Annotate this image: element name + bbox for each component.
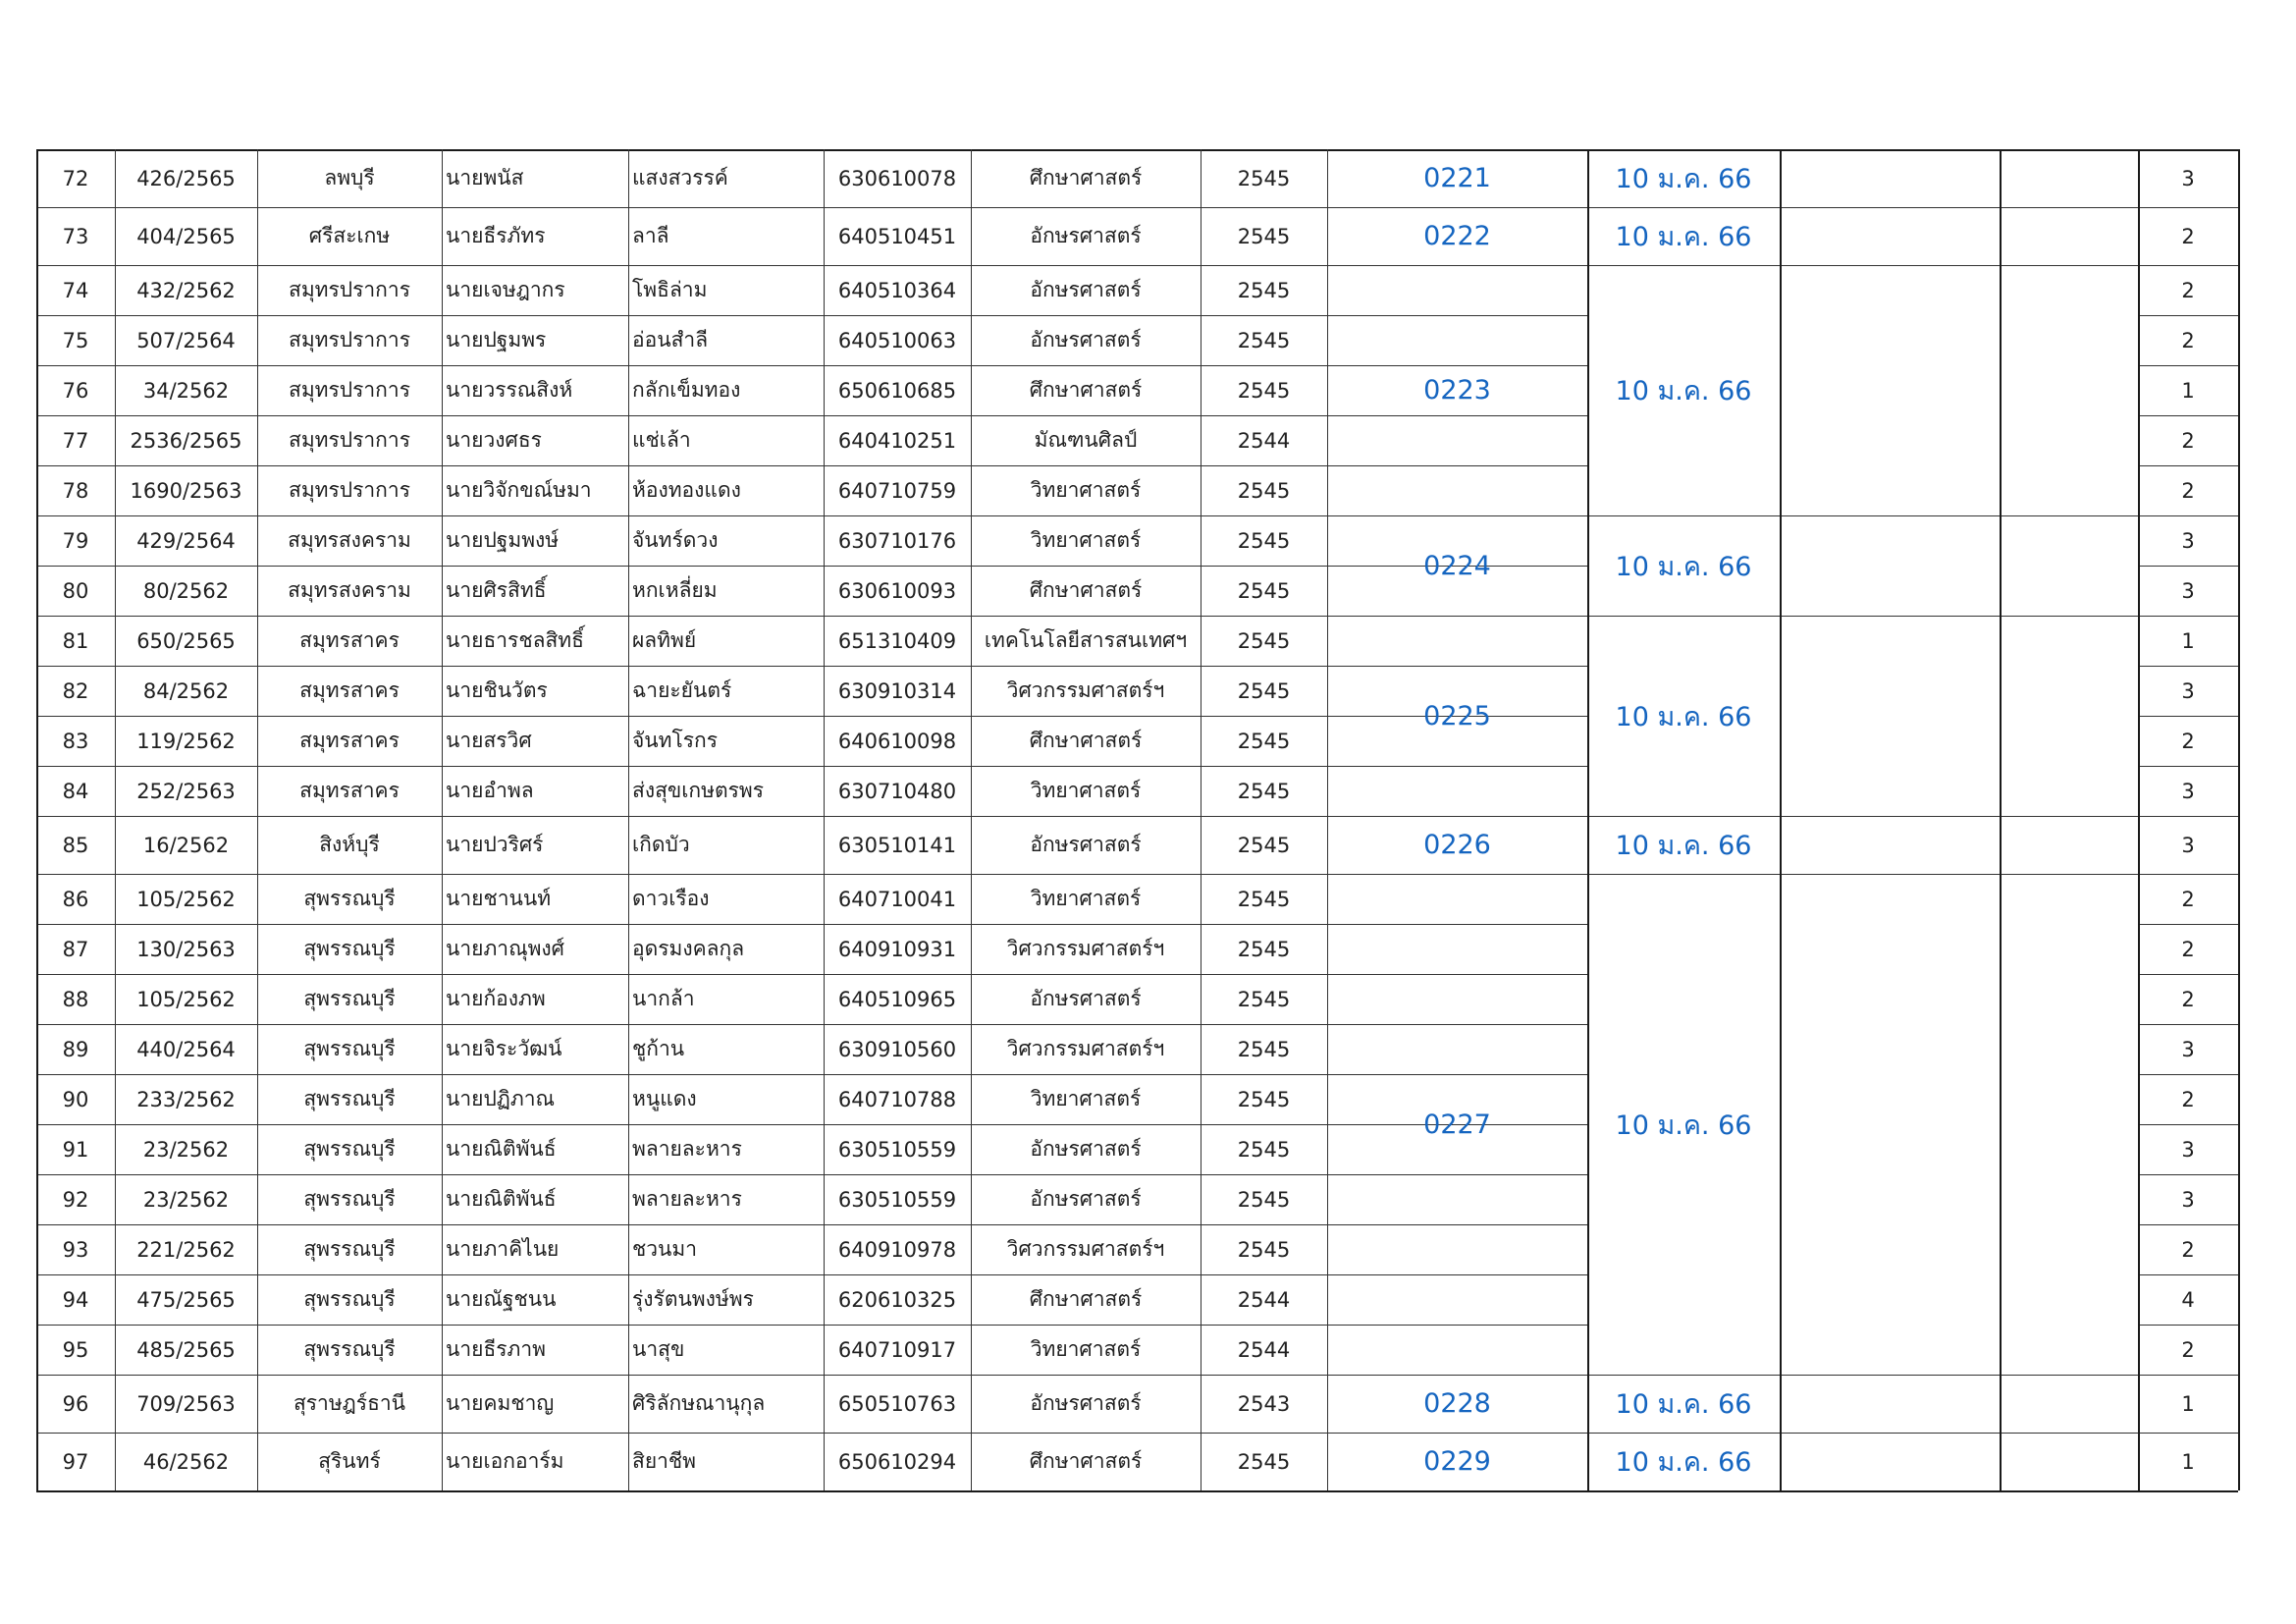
- count-cell: 2: [2181, 987, 2195, 1011]
- province-cell: สุพรรณบุรี: [303, 1287, 396, 1311]
- first-name-cell: นายอำพล: [446, 779, 534, 802]
- student-id-cell: 630510559: [837, 1187, 957, 1212]
- student-id-cell: 630910560: [837, 1037, 957, 1061]
- first-name-cell: นายพนัส: [446, 166, 524, 189]
- province-cell: สมุทรปราการ: [289, 278, 410, 301]
- last-name-cell: หกเหลี่ยม: [632, 578, 718, 602]
- faculty-cell: วิศวกรรมศาสตร์ฯ: [1006, 1237, 1165, 1261]
- student-id-cell: 630710480: [837, 779, 957, 803]
- reference-cell: 105/2562: [136, 887, 236, 911]
- faculty-cell: วิทยาศาสตร์: [1030, 1087, 1142, 1110]
- student-id-cell: 640510364: [837, 278, 957, 302]
- faculty-cell: อักษรศาสตร์: [1030, 278, 1142, 301]
- row-number-cell: 74: [62, 278, 89, 302]
- student-id-cell: 630710176: [837, 528, 957, 553]
- province-cell: สมุทรสาคร: [299, 779, 400, 802]
- count-cell: 3: [2181, 779, 2195, 803]
- row-number-cell: 95: [62, 1337, 89, 1362]
- faculty-cell: อักษรศาสตร์: [1030, 833, 1142, 856]
- count-cell: 2: [2181, 1337, 2195, 1362]
- faculty-cell: วิศวกรรมศาสตร์ฯ: [1006, 937, 1165, 960]
- province-cell: สมุทรปราการ: [289, 378, 410, 402]
- last-name-cell: ชูก้าน: [632, 1037, 685, 1060]
- row-number-cell: 81: [62, 628, 89, 653]
- first-name-cell: นายณิติพันธ์: [446, 1137, 557, 1161]
- row-number-cell: 77: [62, 428, 89, 453]
- faculty-cell: เทคโนโลยีสารสนเทศฯ: [984, 628, 1188, 652]
- province-cell: สุพรรณบุรี: [303, 1187, 396, 1211]
- first-name-cell: นายปฐมพงษ์: [446, 528, 560, 552]
- row-number-cell: 91: [62, 1137, 89, 1162]
- province-cell: สุพรรณบุรี: [303, 1337, 396, 1361]
- province-cell: สมุทรปราการ: [289, 328, 410, 352]
- row-number-cell: 80: [62, 578, 89, 603]
- reference-cell: 23/2562: [142, 1187, 230, 1212]
- row-number-cell: 72: [62, 166, 89, 190]
- group-code-cell: 0228: [1423, 1388, 1491, 1419]
- last-name-cell: พลายละหาร: [632, 1137, 742, 1161]
- province-cell: สุพรรณบุรี: [303, 1087, 396, 1110]
- reference-cell: 130/2563: [136, 937, 236, 961]
- row-number-cell: 94: [62, 1287, 89, 1312]
- records-table: [36, 149, 2238, 1490]
- reference-cell: 119/2562: [136, 729, 236, 753]
- province-cell: สมุทรสงคราม: [288, 578, 411, 602]
- faculty-cell: วิทยาศาสตร์: [1030, 779, 1142, 802]
- province-cell: สุพรรณบุรี: [303, 987, 396, 1010]
- group-code-cell: 0225: [1423, 700, 1491, 731]
- last-name-cell: กลักเข็มทอง: [632, 378, 741, 402]
- first-name-cell: นายชานนท์: [446, 887, 552, 910]
- birth-year-cell: 2545: [1237, 1087, 1291, 1111]
- group-date-cell: 10 ม.ค. 66: [1615, 164, 1752, 194]
- row-number-cell: 92: [62, 1187, 89, 1212]
- faculty-cell: วิศวกรรมศาสตร์ฯ: [1006, 1037, 1165, 1060]
- last-name-cell: พลายละหาร: [632, 1187, 742, 1211]
- row-number-cell: 79: [62, 528, 89, 553]
- last-name-cell: ศิริลักษณานุกุล: [632, 1391, 766, 1415]
- row-number-cell: 82: [62, 678, 89, 703]
- row-number-cell: 73: [62, 224, 89, 248]
- province-cell: สุพรรณบุรี: [303, 1037, 396, 1060]
- count-cell: 2: [2181, 1237, 2195, 1262]
- row-number-cell: 87: [62, 937, 89, 961]
- row-number-cell: 88: [62, 987, 89, 1011]
- reference-cell: 221/2562: [136, 1237, 236, 1262]
- reference-cell: 429/2564: [136, 528, 236, 553]
- last-name-cell: นากล้า: [632, 987, 695, 1010]
- province-cell: ลพบุรี: [324, 166, 375, 189]
- last-name-cell: ส่งสุขเกษตรพร: [632, 779, 765, 802]
- first-name-cell: นายสรวิศ: [446, 729, 532, 752]
- row-number-cell: 83: [62, 729, 89, 753]
- last-name-cell: ชวนมา: [632, 1237, 698, 1261]
- faculty-cell: อักษรศาสตร์: [1030, 1137, 1142, 1161]
- birth-year-cell: 2545: [1237, 678, 1291, 703]
- count-cell: 3: [2181, 1187, 2195, 1212]
- count-cell: 1: [2181, 378, 2195, 403]
- first-name-cell: นายชินวัตร: [446, 678, 548, 702]
- student-id-cell: 650610294: [837, 1449, 957, 1474]
- reference-cell: 709/2563: [136, 1391, 236, 1416]
- reference-cell: 475/2565: [136, 1287, 236, 1312]
- faculty-cell: ศึกษาศาสตร์: [1029, 378, 1143, 402]
- birth-year-cell: 2543: [1237, 1391, 1291, 1416]
- count-cell: 1: [2181, 628, 2195, 653]
- birth-year-cell: 2545: [1237, 328, 1291, 352]
- last-name-cell: ผลทิพย์: [632, 628, 697, 652]
- last-name-cell: อ่อนสำลี: [632, 328, 709, 352]
- group-code-cell: 0229: [1423, 1446, 1491, 1477]
- row-number-cell: 75: [62, 328, 89, 352]
- first-name-cell: นายภาคิไนย: [446, 1237, 560, 1261]
- birth-year-cell: 2545: [1237, 1137, 1291, 1162]
- last-name-cell: หนูแดง: [632, 1087, 697, 1110]
- province-cell: สุราษฎร์ธานี: [293, 1391, 406, 1415]
- student-id-cell: 620610325: [837, 1287, 957, 1312]
- faculty-cell: ศึกษาศาสตร์: [1029, 1449, 1143, 1473]
- last-name-cell: แช่เล้า: [632, 428, 691, 452]
- reference-cell: 84/2562: [142, 678, 230, 703]
- count-cell: 2: [2181, 729, 2195, 753]
- faculty-cell: วิศวกรรมศาสตร์ฯ: [1006, 678, 1165, 702]
- student-id-cell: 640710041: [837, 887, 957, 911]
- faculty-cell: ศึกษาศาสตร์: [1029, 166, 1143, 189]
- faculty-cell: วิทยาศาสตร์: [1030, 1337, 1142, 1361]
- reference-cell: 507/2564: [136, 328, 236, 352]
- row-number-cell: 97: [62, 1449, 89, 1474]
- province-cell: สุรินทร์: [318, 1449, 381, 1473]
- birth-year-cell: 2545: [1237, 166, 1291, 190]
- row-number-cell: 93: [62, 1237, 89, 1262]
- birth-year-cell: 2545: [1237, 378, 1291, 403]
- birth-year-cell: 2545: [1237, 478, 1291, 503]
- faculty-cell: ศึกษาศาสตร์: [1029, 1287, 1143, 1311]
- last-name-cell: จันทร์ดวง: [632, 528, 719, 552]
- group-date-cell: 10 ม.ค. 66: [1615, 1389, 1752, 1420]
- student-id-cell: 630610078: [837, 166, 957, 190]
- student-id-cell: 630910314: [837, 678, 957, 703]
- birth-year-cell: 2545: [1237, 578, 1291, 603]
- reference-cell: 485/2565: [136, 1337, 236, 1362]
- group-date-cell: 10 ม.ค. 66: [1615, 1110, 1752, 1141]
- row-number-cell: 86: [62, 887, 89, 911]
- province-cell: สมุทรสาคร: [299, 628, 400, 652]
- count-cell: 2: [2181, 887, 2195, 911]
- first-name-cell: นายปวริศร์: [446, 833, 544, 856]
- reference-cell: 1690/2563: [130, 478, 242, 503]
- group-date-cell: 10 ม.ค. 66: [1615, 831, 1752, 861]
- count-cell: 2: [2181, 278, 2195, 302]
- province-cell: สมุทรสาคร: [299, 729, 400, 752]
- reference-cell: 23/2562: [142, 1137, 230, 1162]
- first-name-cell: นายณัฐชนน: [446, 1287, 557, 1311]
- province-cell: สมุทรปราการ: [289, 478, 410, 502]
- reference-cell: 80/2562: [142, 578, 230, 603]
- province-cell: สมุทรสาคร: [299, 678, 400, 702]
- faculty-cell: อักษรศาสตร์: [1030, 1391, 1142, 1415]
- student-id-cell: 640510451: [837, 224, 957, 248]
- faculty-cell: อักษรศาสตร์: [1030, 987, 1142, 1010]
- student-id-cell: 640910978: [837, 1237, 957, 1262]
- first-name-cell: นายธีรภัทร: [446, 224, 546, 247]
- group-date-cell: 10 ม.ค. 66: [1615, 222, 1752, 252]
- first-name-cell: นายวิจักขณ์ษมา: [446, 478, 592, 502]
- student-id-cell: 640710788: [837, 1087, 957, 1111]
- birth-year-cell: 2544: [1237, 1337, 1291, 1362]
- reference-cell: 440/2564: [136, 1037, 236, 1061]
- student-id-cell: 650510763: [837, 1391, 957, 1416]
- first-name-cell: นายเจษฎากร: [446, 278, 565, 301]
- birth-year-cell: 2545: [1237, 729, 1291, 753]
- count-cell: 3: [2181, 528, 2195, 553]
- count-cell: 3: [2181, 1137, 2195, 1162]
- last-name-cell: เกิดบัว: [632, 833, 690, 856]
- student-id-cell: 640710759: [837, 478, 957, 503]
- last-name-cell: แสงสวรรค์: [632, 166, 728, 189]
- birth-year-cell: 2545: [1237, 1237, 1291, 1262]
- birth-year-cell: 2545: [1237, 937, 1291, 961]
- group-code-cell: 0226: [1423, 830, 1491, 860]
- count-cell: 4: [2181, 1287, 2195, 1312]
- count-cell: 2: [2181, 328, 2195, 352]
- student-id-cell: 640610098: [837, 729, 957, 753]
- count-cell: 2: [2181, 224, 2195, 248]
- count-cell: 3: [2181, 1037, 2195, 1061]
- birth-year-cell: 2545: [1237, 987, 1291, 1011]
- group-date-cell: 10 ม.ค. 66: [1615, 551, 1752, 582]
- count-cell: 2: [2181, 428, 2195, 453]
- birth-year-cell: 2545: [1237, 1449, 1291, 1474]
- first-name-cell: นายคมชาญ: [446, 1391, 555, 1415]
- last-name-cell: รุ่งรัตนพงษ์พร: [632, 1287, 754, 1311]
- birth-year-cell: 2545: [1237, 779, 1291, 803]
- group-code-cell: 0221: [1423, 163, 1491, 193]
- faculty-cell: อักษรศาสตร์: [1030, 1187, 1142, 1211]
- last-name-cell: ดาวเรือง: [632, 887, 710, 910]
- first-name-cell: นายปฐมพร: [446, 328, 547, 352]
- group-date-cell: 10 ม.ค. 66: [1615, 701, 1752, 732]
- first-name-cell: นายจิระวัฒน์: [446, 1037, 562, 1060]
- birth-year-cell: 2544: [1237, 428, 1291, 453]
- last-name-cell: นาสุข: [632, 1337, 685, 1361]
- birth-year-cell: 2545: [1237, 1037, 1291, 1061]
- last-name-cell: ลาลี: [632, 224, 669, 247]
- column-divider: [2238, 149, 2240, 1490]
- first-name-cell: นายศิรสิทธิ์: [446, 578, 547, 602]
- birth-year-cell: 2545: [1237, 887, 1291, 911]
- count-cell: 3: [2181, 833, 2195, 857]
- count-cell: 3: [2181, 166, 2195, 190]
- count-cell: 1: [2181, 1449, 2195, 1474]
- column-divider: [1780, 149, 1782, 1490]
- student-id-cell: 640910931: [837, 937, 957, 961]
- reference-cell: 105/2562: [136, 987, 236, 1011]
- first-name-cell: นายวรรณสิงห์: [446, 378, 573, 402]
- row-number-cell: 90: [62, 1087, 89, 1111]
- first-name-cell: นายณิติพันธ์: [446, 1187, 557, 1211]
- first-name-cell: นายเอกอาร์ม: [446, 1449, 564, 1473]
- province-cell: สุพรรณบุรี: [303, 937, 396, 960]
- province-cell: ศรีสะเกษ: [308, 224, 391, 247]
- group-code-cell: 0222: [1423, 221, 1491, 251]
- row-number-cell: 96: [62, 1391, 89, 1416]
- reference-cell: 2536/2565: [130, 428, 242, 453]
- row-number-cell: 85: [62, 833, 89, 857]
- province-cell: สุพรรณบุรี: [303, 887, 396, 910]
- reference-cell: 252/2563: [136, 779, 236, 803]
- first-name-cell: นายธีรภาพ: [446, 1337, 547, 1361]
- birth-year-cell: 2545: [1237, 628, 1291, 653]
- student-id-cell: 630510141: [837, 833, 957, 857]
- first-name-cell: นายก้องภพ: [446, 987, 546, 1010]
- province-cell: สิงห์บุรี: [319, 833, 380, 856]
- first-name-cell: นายวงศธร: [446, 428, 542, 452]
- count-cell: 2: [2181, 478, 2195, 503]
- last-name-cell: ห้องทองแดง: [632, 478, 741, 502]
- student-id-cell: 630510559: [837, 1137, 957, 1162]
- faculty-cell: มัณฑนศิลป์: [1034, 428, 1138, 452]
- count-cell: 2: [2181, 1087, 2195, 1111]
- count-cell: 3: [2181, 678, 2195, 703]
- group-code-cell: 0227: [1423, 1109, 1491, 1140]
- group-code-cell: 0223: [1423, 375, 1491, 406]
- birth-year-cell: 2545: [1237, 224, 1291, 248]
- birth-year-cell: 2545: [1237, 528, 1291, 553]
- first-name-cell: นายธารชลสิทธิ์: [446, 628, 584, 652]
- student-id-cell: 640710917: [837, 1337, 957, 1362]
- reference-cell: 404/2565: [136, 224, 236, 248]
- count-cell: 1: [2181, 1391, 2195, 1416]
- last-name-cell: โพธิล่าม: [632, 278, 708, 301]
- reference-cell: 34/2562: [142, 378, 230, 403]
- student-id-cell: 640510063: [837, 328, 957, 352]
- student-id-cell: 640410251: [837, 428, 957, 453]
- group-date-cell: 10 ม.ค. 66: [1615, 376, 1752, 406]
- reference-cell: 650/2565: [136, 628, 236, 653]
- student-id-cell: 630610093: [837, 578, 957, 603]
- birth-year-cell: 2545: [1237, 833, 1291, 857]
- student-id-cell: 650610685: [837, 378, 957, 403]
- faculty-cell: อักษรศาสตร์: [1030, 328, 1142, 352]
- count-cell: 2: [2181, 937, 2195, 961]
- reference-cell: 16/2562: [142, 833, 230, 857]
- last-name-cell: ฉายะยันตร์: [632, 678, 732, 702]
- province-cell: สุพรรณบุรี: [303, 1137, 396, 1161]
- first-name-cell: นายปฏิภาณ: [446, 1087, 555, 1110]
- row-number-cell: 89: [62, 1037, 89, 1061]
- student-id-cell: 651310409: [837, 628, 957, 653]
- count-cell: 3: [2181, 578, 2195, 603]
- group-date-cell: 10 ม.ค. 66: [1615, 1447, 1752, 1478]
- row-divider: [36, 1490, 2238, 1492]
- faculty-cell: วิทยาศาสตร์: [1030, 528, 1142, 552]
- reference-cell: 432/2562: [136, 278, 236, 302]
- faculty-cell: วิทยาศาสตร์: [1030, 478, 1142, 502]
- birth-year-cell: 2544: [1237, 1287, 1291, 1312]
- province-cell: สุพรรณบุรี: [303, 1237, 396, 1261]
- last-name-cell: จันทโรกร: [632, 729, 719, 752]
- reference-cell: 46/2562: [142, 1449, 230, 1474]
- province-cell: สมุทรสงคราม: [288, 528, 411, 552]
- row-number-cell: 78: [62, 478, 89, 503]
- last-name-cell: อุดรมงคลกุล: [632, 937, 745, 960]
- birth-year-cell: 2545: [1237, 278, 1291, 302]
- reference-cell: 426/2565: [136, 166, 236, 190]
- faculty-cell: ศึกษาศาสตร์: [1029, 578, 1143, 602]
- last-name-cell: สิยาชีพ: [632, 1449, 697, 1473]
- birth-year-cell: 2545: [1237, 1187, 1291, 1212]
- faculty-cell: วิทยาศาสตร์: [1030, 887, 1142, 910]
- row-number-cell: 76: [62, 378, 89, 403]
- first-name-cell: นายภาณุพงศ์: [446, 937, 564, 960]
- faculty-cell: อักษรศาสตร์: [1030, 224, 1142, 247]
- province-cell: สมุทรปราการ: [289, 428, 410, 452]
- row-number-cell: 84: [62, 779, 89, 803]
- group-code-cell: 0224: [1423, 550, 1491, 581]
- reference-cell: 233/2562: [136, 1087, 236, 1111]
- student-id-cell: 640510965: [837, 987, 957, 1011]
- column-divider: [2000, 149, 2002, 1490]
- faculty-cell: ศึกษาศาสตร์: [1029, 729, 1143, 752]
